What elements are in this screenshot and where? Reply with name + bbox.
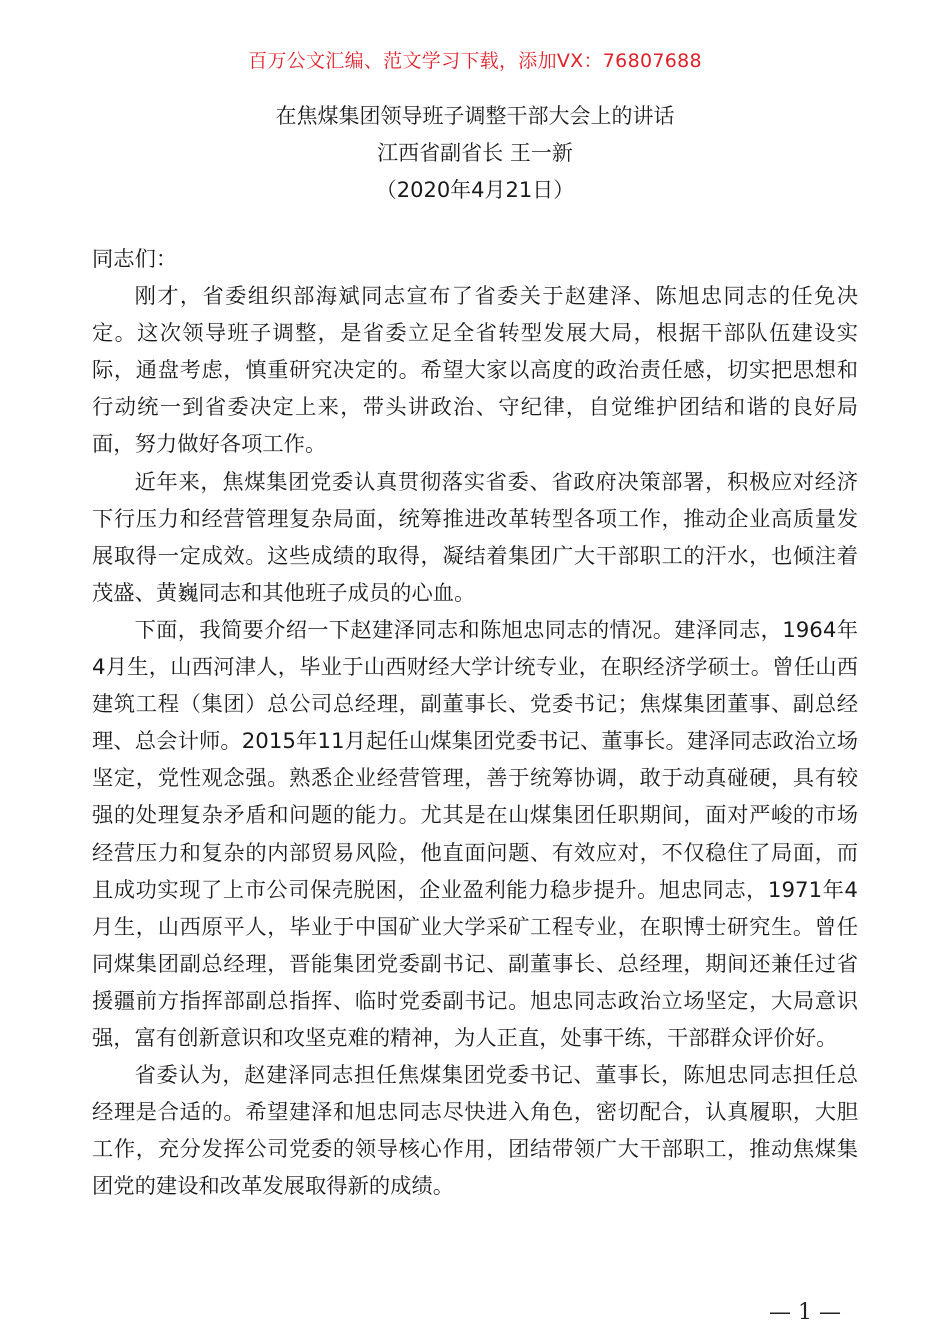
paragraph-4: 省委认为，赵建泽同志担任焦煤集团党委书记、董事长，陈旭忠同志担任总经理是合适的。希望建泽和旭忠同志尽快进入角色，密切配合，认真履职，大胆工作，充分发挥公司党委的领导核心作用，团结带领广大干部职工，推动焦煤集团党的建设和改革发展取得新的成绩。 [92,1063,858,1200]
page-number: — 1 — [769,1300,841,1325]
speech-date: （2020年4月21日） [375,178,575,202]
speech-body [92,241,858,1205]
paragraph-1: 刚才，省委组织部海斌同志宣布了省委关于赵建泽、陈旭忠同志的任免决定。这次领导班子调整，是省委立足全省转型发展大局，根据干部队伍建设实际，通盘考虑，慎重研究决定的。希望大家以高度的政治责任感，切实把思想和行动统一到省委决定上来，带头讲政治、守纪律，自觉维护团结和谐的良好局面，努力做好各项工作。 [92,284,858,458]
paragraph-3: 下面，我简要介绍一下赵建泽同志和陈旭忠同志的情况。建泽同志，1964年4月生，山西河津人，毕业于山西财经大学计统专业，在职经济学硕士。曾任山西建筑工程（集团）总公司总经理，副董事长、党委书记；焦煤集团董事、副总经理、总会计师。2015年11月起任山煤集团党委书记、董事长。建泽同志政治立场坚定，党性观念强。熟悉企业经营管理，善于统筹协调，敢于动真碰硬，具有较强的处理复杂矛盾和问题的能力。尤其是在山煤集团任职期间，面对严峻的市场经营压力和复杂的内部贸易风险，他直面问题、有效应对，不仅稳住了局面，而且成功实现了上市公司保壳脱困，企业盈利能力稳步提升。旭忠同志，1971年4月生，山西原平人，毕业于中国矿业大学采矿工程专业，在职博士研究生。曾任同煤集团副总经理，晋能集团党委副书记、副董事长、总经理，期间还兼任过省援疆前方指挥部副总指挥、临时党委副书记。旭忠同志政治立场坚定，大局意识强，富有创新意识和攻坚克难的精神，为人正直，处事干练，干部群众评价好。 [92,617,858,1051]
salutation: 同志们： [92,247,178,272]
speech-title: 在焦煤集团领导班子调整干部大会上的讲话 [275,104,675,128]
promo-banner: 百万公文汇编、范文学习下载，添加VX：76807688 [248,50,702,72]
paragraph-2: 近年来，焦煤集团党委认真贯彻落实省委、省政府决策部署，积极应对经济下行压力和经营管理复杂局面，统筹推进改革转型各项工作，推动企业高质量发展取得一定成效。这些成绩的取得，凝结着集团广大干部职工的汗水，也倾注着茂盛、黄巍同志和其他班子成员的心血。 [92,469,858,606]
title-block [0,98,950,209]
speaker-line: 江西省副省长 王一新 [377,141,573,165]
